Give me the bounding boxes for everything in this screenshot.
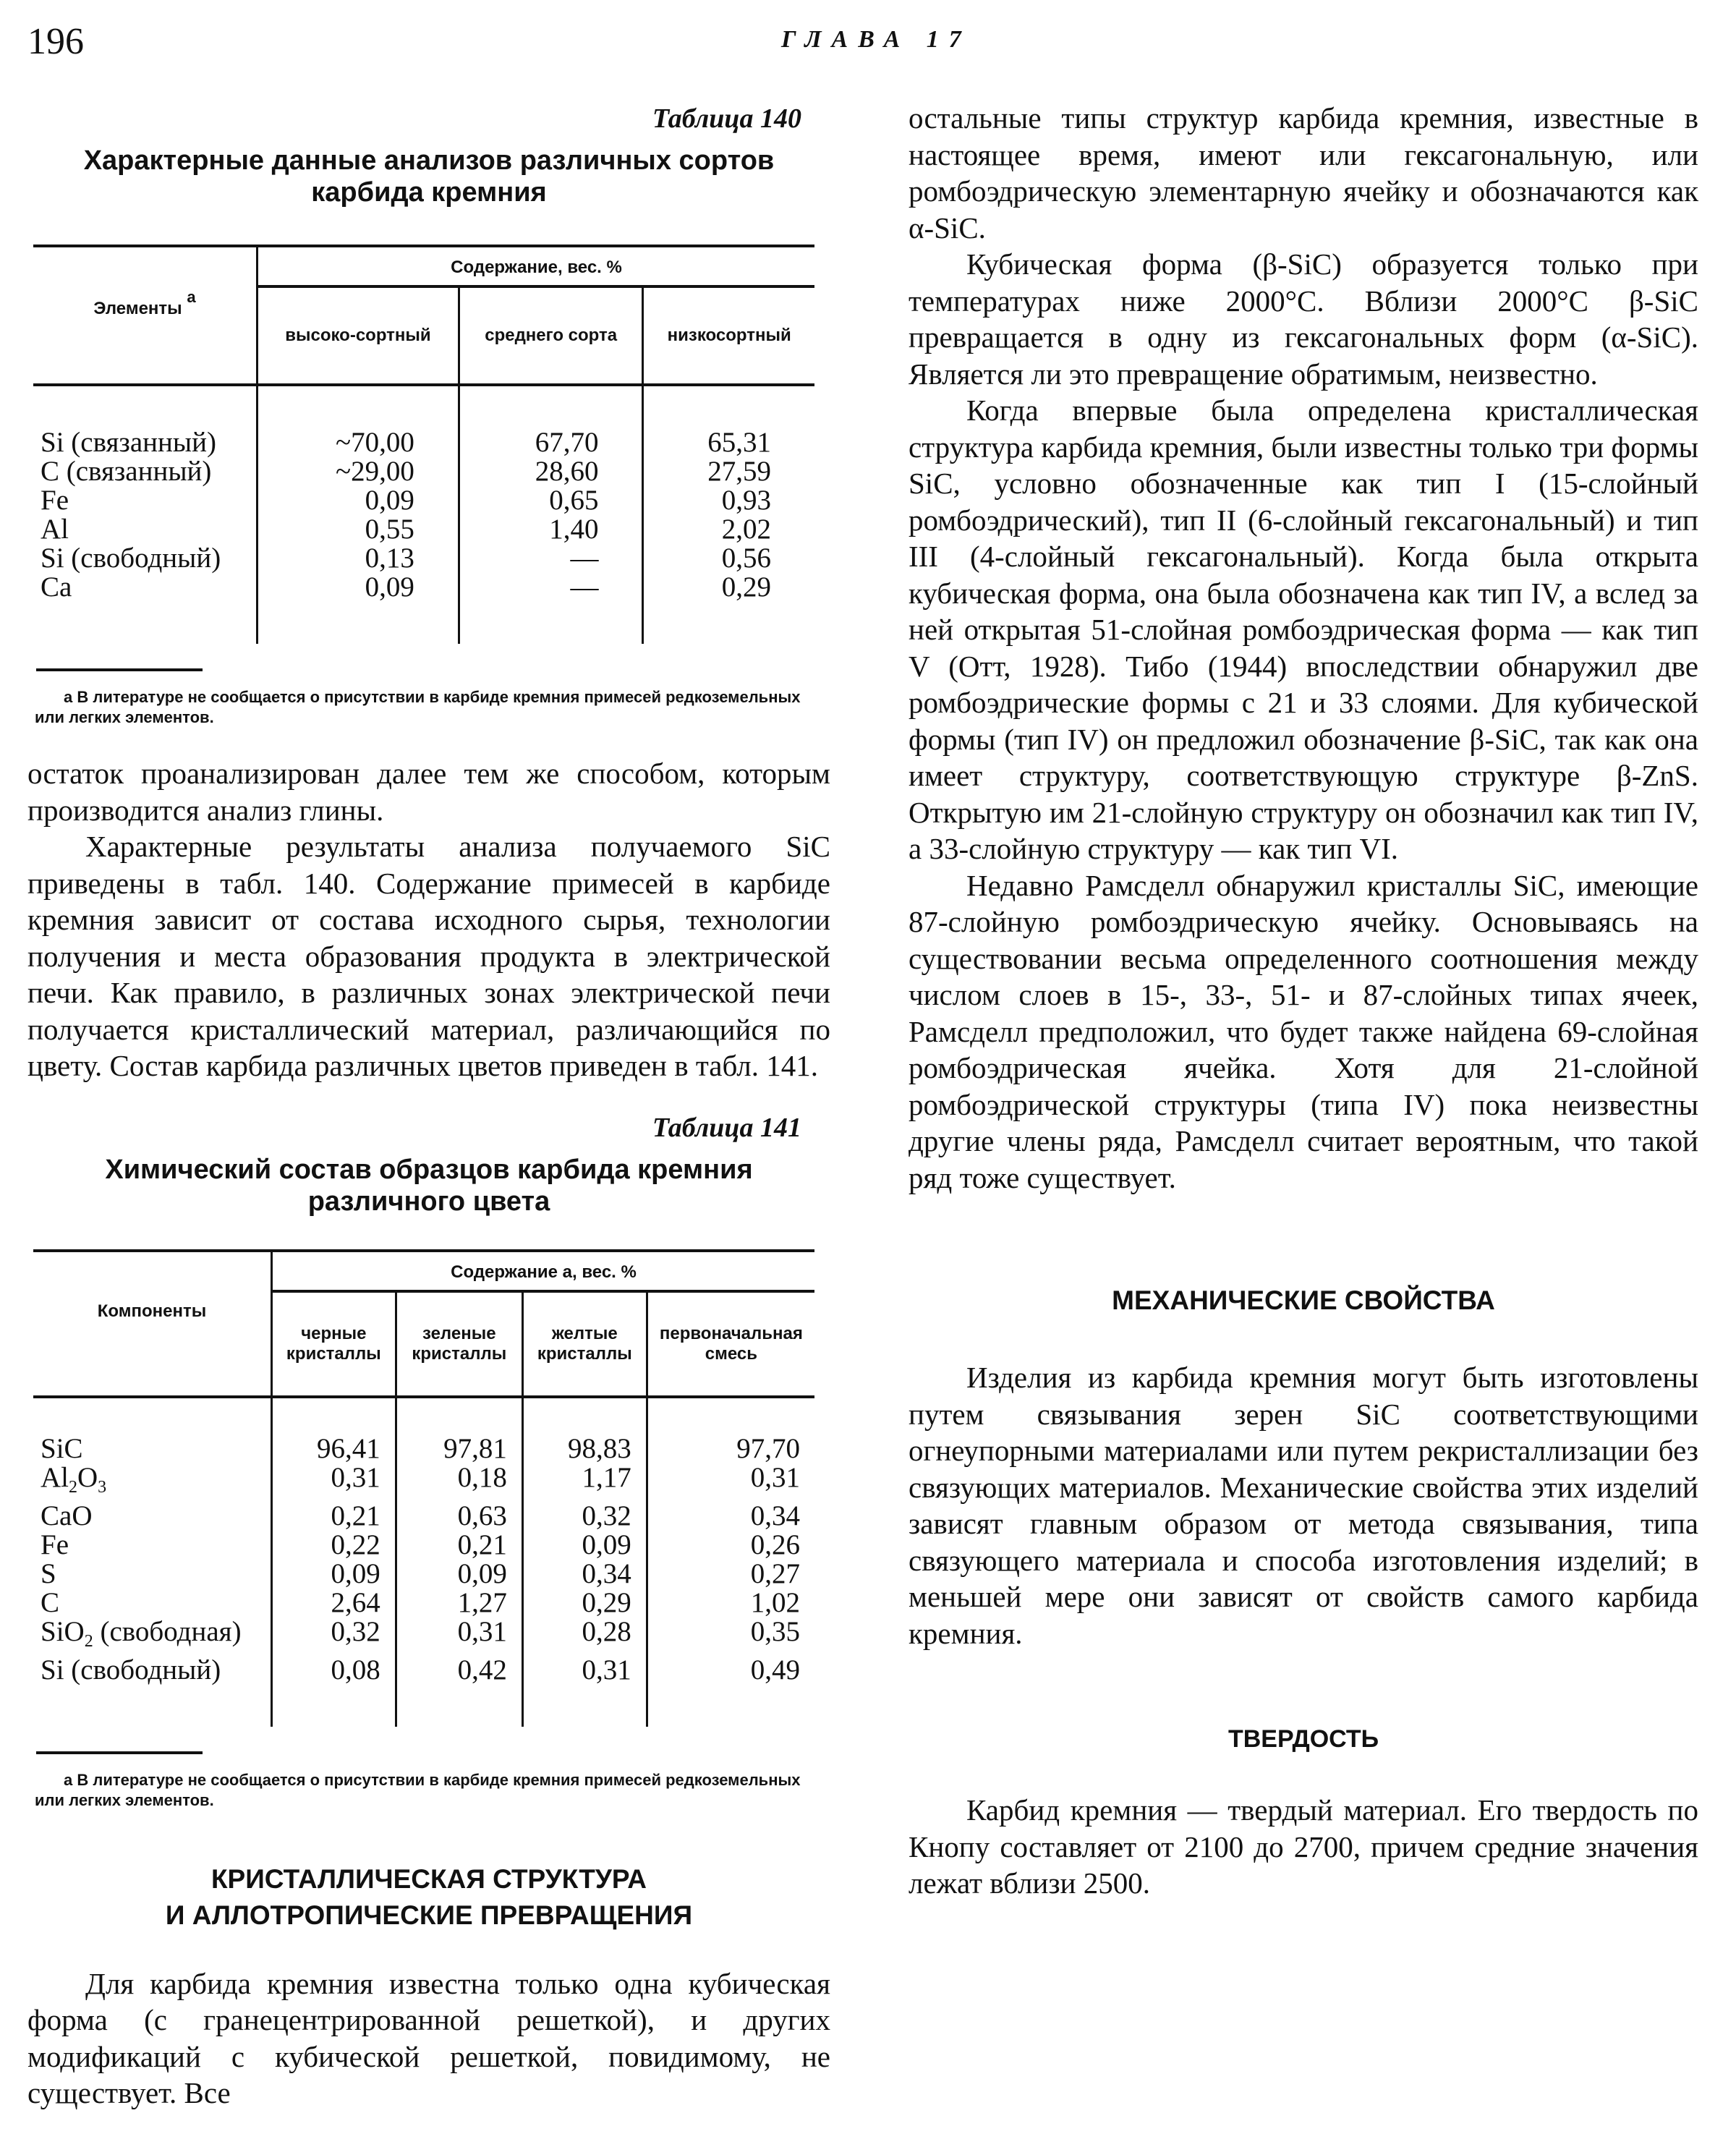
table-row: Si (свободный) 0,13 — 0,56 [33, 544, 814, 573]
column-header-green-crystals: зеленые кристаллы [396, 1291, 522, 1397]
column-group-header: Содержание a, вес. % [272, 1251, 815, 1291]
table-140-label: Таблица 140 [652, 103, 801, 134]
table-row: Fe 0,09 0,65 0,93 [33, 486, 814, 515]
section-heading-hardness: ТВЕРДОСТЬ [1227, 1725, 1379, 1753]
column-header-grade-mid: среднего сорта [459, 286, 643, 385]
table-row: $Al_2O_3$ 0,31 0,18 1,17 0,31 [33, 1463, 814, 1502]
paragraph: Кубическая форма (β-SiC) образуется только при температурах ниже 2000°С. Вблизи 2000°С β-SiC превращается в одну из гексагональных форм (α-SiC). Является ли это превращение обратимым, неизвестно. [909, 247, 1698, 391]
section-heading-crystal-line1: КРИСТАЛЛИЧЕСКАЯ СТРУКТУРА [210, 1863, 647, 1894]
column-header-yellow-crystals: желтые кристаллы [522, 1291, 647, 1397]
page-number: 196 [27, 21, 84, 62]
table-140 [33, 245, 814, 644]
column-header-grade-low: низкосортный [643, 286, 814, 385]
paragraph: Изделия из карбида кремния могут быть изготовлены путем связывания зерен SiC соответствующими огнеупорными материалами или путем рекристаллизации без связующих материалов. Механические свойства этих изделий зависят главным образом от метода связывания, типа связующего материала и способа изготовления изделий; в меньшей мере они зависят от свойств самого карбида кремния. [909, 1361, 1698, 1650]
paragraph: остальные типы структур карбида кремния, известные в настоящее время, имеют или гексагональную, или ромбоэдрическую элементарную ячейку и обозначаются как α-SiC. [909, 101, 1698, 245]
table-row: S 0,09 0,09 0,34 0,27 [33, 1560, 814, 1589]
footnote-rule [36, 668, 203, 671]
table-140-footnote: a В литературе не сообщается о присутствии в карбиде кремния примесей редкоземельных или легких элементов. [35, 688, 801, 726]
column-header-elements: Элементы a [93, 288, 196, 318]
table-row: Al 0,55 1,40 2,02 [33, 515, 814, 544]
table-row: C 2,64 1,27 0,29 1,02 [33, 1589, 814, 1617]
table-row: SiC 96,41 97,81 98,83 97,70 [33, 1434, 814, 1463]
paragraph: Для карбида кремния известна только одна кубическая форма (с гранецентрированной решеткой), и других модификаций с кубической решеткой, повидимому, не существует. Все [27, 1966, 830, 2109]
section-heading-crystal-line2: И АЛЛОТРОПИЧЕСКИЕ ПРЕВРАЩЕНИЯ [165, 1900, 693, 1930]
section-heading-mechanical: МЕХАНИЧЕСКИЕ СВОЙСТВА [1112, 1285, 1495, 1315]
left-column [27, 0, 830, 2112]
column-header-initial-mix: первоначальная смесь [647, 1291, 814, 1397]
column-header-grade-high: высоко-сортный [258, 286, 459, 385]
paragraph: Характерные результаты анализа получаемого SiC приведены в табл. 140. Содержание примесей в карбиде кремния зависит от состава исходного сырья, технологии получения и места образования продукта в электрической печи. Как правило, в различных зонах электрической печи получается кристаллический материал, различающийся по цвету. Состав карбида различных цветов приведен в табл. 141. [27, 830, 830, 1082]
right-column [909, 0, 1698, 1902]
table-row: Fe 0,22 0,21 0,09 0,26 [33, 1531, 814, 1560]
table-row: Si (свободный) 0,08 0,42 0,31 0,49 [33, 1656, 814, 1685]
table-row: C (связанный) ~29,00 28,60 27,59 [33, 457, 814, 486]
column-group-header: Содержание, вес. % [258, 246, 815, 286]
table-row: SiO$_2$ (свободная) 0,32 0,31 0,28 0,35 [33, 1617, 814, 1656]
paragraph: Недавно Рамсделл обнаружил кристаллы SiC, имеющие 87-слойную ромбоэдрическую ячейку. Основываясь на существовании весьма определенного соотношения между числом слоев в 15-, 33-, 51- и 87-слойных типах ячеек, Рамсделл предположил, что будет также найдена 69-слойная ромбоэдрическая ячейка. Хотя для 21-слойной ромбоэдрической структуры (типа IV) пока неизвестны другие члены ряда, Рамсделл считает вероятным, что такой ряд тоже существует. [909, 868, 1698, 1194]
footnote-rule [36, 1751, 203, 1754]
paragraph: Когда впервые была определена кристаллическая структура карбида кремния, были известны только три формы SiC, условно обозначенные как тип I (15-слойный ромбоэдрический), тип II (6-слойный гексагональный) и тип III (4-слойный гексагональный). Когда была открыта кубическая форма, она была обозначена как тип IV, а вслед за ней открытая 51-слойная ромбоэдрическая форма — как тип V (Отт, 1928). Тибо (1944) впоследствии обнаружил две ромбоэдрические формы с 21 и 33 слоями. Для кубической формы (тип IV) он предложил обозначение β-SiC, так как она имеет структуру, соответствующую структуре β-ZnS. Открытую им 21-слойную структуру он обозначил как тип IV, а 33-слойную структуру — как тип VI. [909, 394, 1698, 865]
paragraph: Карбид кремния — твердый материал. Его твердость по Кнопу составляет от 2100 до 2700, причем средние значения лежат вблизи 2500. [909, 1793, 1698, 1900]
table-row: Ca 0,09 — 0,29 [33, 573, 814, 602]
column-header-components: Компоненты [97, 1301, 207, 1321]
table-141-footnote: a В литературе не сообщается о присутствии в карбиде кремния примесей редкоземельных или легких элементов. [35, 1770, 801, 1809]
table-141 [33, 1249, 814, 1727]
table-row: CaO 0,21 0,63 0,32 0,34 [33, 1502, 814, 1531]
table-141-label: Таблица 141 [652, 1112, 801, 1143]
running-head: ГЛАВА 17 [781, 26, 971, 53]
table-140-title: Характерные данные анализов различных сортов карбида кремния [83, 145, 775, 208]
paragraph: остаток проанализирован далее тем же способом, которым производится анализ глины. [27, 757, 830, 827]
table-row: Si (связанный) ~70,00 67,70 65,31 [33, 428, 814, 457]
table-141-title: Химический состав образцов карбида кремния различного цвета [105, 1154, 753, 1217]
column-header-black-crystals: черные кристаллы [272, 1291, 396, 1397]
